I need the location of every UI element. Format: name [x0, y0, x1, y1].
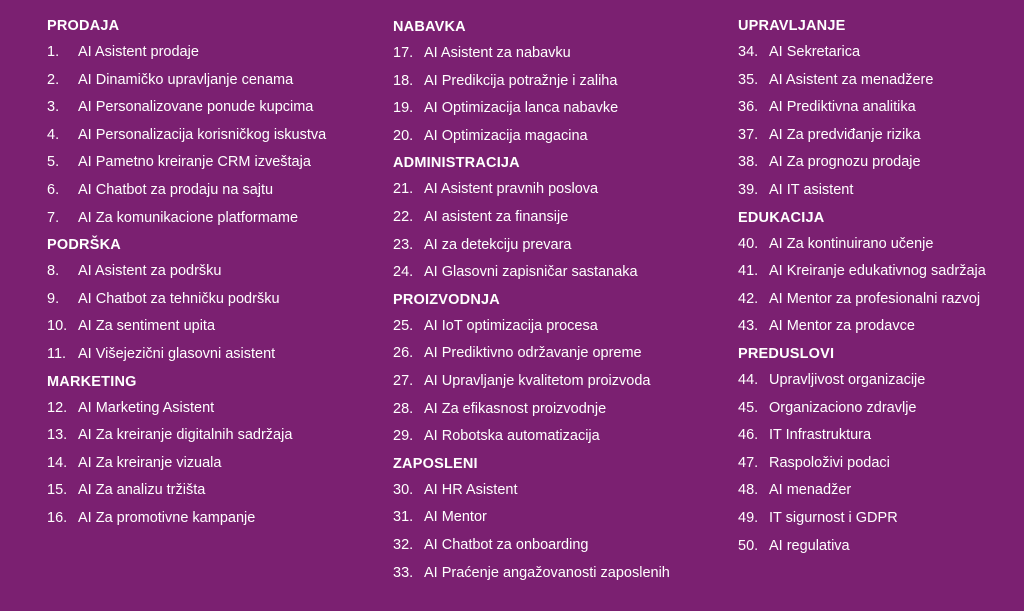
item-text: AI za detekciju prevara [424, 236, 572, 253]
list-item [738, 450, 1018, 478]
item-text: AI regulativa [769, 537, 850, 554]
item-text: AI Glasovni zapisničar sastanaka [424, 264, 638, 281]
list-item [393, 95, 723, 123]
item-number: 19. [393, 100, 414, 117]
item-number: 9. [47, 290, 60, 307]
item-number: 6. [47, 181, 60, 198]
list-item [393, 176, 723, 204]
item-number: 29. [393, 428, 414, 445]
item-number: 23. [393, 236, 414, 253]
list-item [738, 477, 1018, 505]
item-number: 14. [47, 454, 68, 471]
section-title: UPRAVLJANJE [738, 18, 846, 34]
item-text: AI menadžer [769, 482, 852, 499]
list-item [393, 123, 723, 151]
item-text: AI Mentor za prodavce [769, 318, 915, 335]
item-text: AI Praćenje angažovanosti zaposlenih [424, 564, 670, 581]
item-text: IT sigurnost i GDPR [769, 509, 898, 526]
item-text: AI Personalizovane ponude kupcima [78, 99, 314, 116]
item-number: 5. [47, 154, 60, 171]
item-number: 31. [393, 509, 414, 526]
item-number: 3. [47, 99, 60, 116]
item-number: 37. [738, 126, 759, 143]
item-number: 12. [47, 399, 68, 416]
item-text: AI Asistent za menadžere [769, 71, 934, 88]
item-text: IT Infrastruktura [769, 427, 872, 444]
column-1 [47, 14, 377, 533]
item-text: AI Upravljanje kvalitetom proizvoda [424, 372, 651, 389]
item-number: 36. [738, 99, 759, 116]
section-title: ADMINISTRACIJA [393, 155, 520, 172]
item-number: 35. [738, 71, 759, 88]
list-item [393, 532, 723, 560]
item-text: AI asistent za finansije [424, 208, 569, 225]
item-number: 32. [393, 536, 414, 553]
item-text: AI Za kreiranje digitalnih sadržaja [78, 427, 293, 444]
item-text: AI Višejezični glasovni asistent [78, 345, 276, 362]
list-item [738, 231, 1018, 259]
list-item [47, 67, 377, 95]
list-item [393, 313, 723, 341]
list-item [738, 533, 1018, 561]
section-administracija [393, 151, 723, 286]
item-text: AI Prediktivna analitika [769, 99, 916, 116]
section-podrška [47, 233, 377, 368]
item-number: 27. [393, 372, 414, 389]
item-text: AI Chatbot za prodaju na sajtu [78, 181, 274, 198]
list-item [738, 149, 1018, 177]
item-text: AI Asistent za podršku [78, 263, 222, 280]
section-preduslovi [738, 342, 1018, 560]
list-item [47, 286, 377, 314]
item-number: 42. [738, 290, 759, 307]
section-prodaja [47, 14, 377, 232]
item-text: AI Sekretarica [769, 44, 861, 60]
item-text: AI Za predviđanje rizika [769, 126, 921, 143]
item-text: AI Za prognozu prodaje [769, 154, 921, 171]
list-item [393, 68, 723, 96]
item-number: 33. [393, 564, 414, 581]
section-title: PROIZVODNJA [393, 291, 500, 308]
section-nabavka [393, 15, 723, 150]
item-number: 28. [393, 400, 414, 417]
list-item [393, 477, 723, 505]
list-item [738, 313, 1018, 341]
list-item [738, 67, 1018, 95]
item-number: 16. [47, 509, 68, 526]
item-number: 11. [47, 345, 67, 362]
item-text: AI Pametno kreiranje CRM izveštaja [78, 154, 311, 171]
item-text: Organizaciono zdravlje [769, 399, 917, 416]
item-text: AI Asistent pravnih poslova [424, 181, 599, 198]
list-item [47, 313, 377, 341]
list-item [393, 232, 723, 260]
item-number: 2. [47, 71, 60, 88]
list-item [738, 94, 1018, 122]
item-number: 7. [47, 209, 60, 226]
item-number: 21. [393, 181, 414, 198]
list-item [738, 258, 1018, 286]
item-number: 18. [393, 72, 414, 89]
item-number: 39. [738, 181, 759, 198]
item-number: 22. [393, 208, 414, 225]
section-edukacija [738, 206, 1018, 341]
list-item [47, 450, 377, 478]
list-item [393, 504, 723, 532]
item-text: AI Dinamičko upravljanje cenama [78, 71, 294, 88]
section-title: MARKETING [47, 373, 137, 390]
item-text: AI HR Asistent [424, 481, 518, 498]
section-title: PREDUSLOVI [738, 345, 835, 362]
list-item [393, 368, 723, 396]
list-item [393, 204, 723, 232]
item-number: 41. [738, 263, 759, 280]
column-2 [393, 15, 723, 587]
item-text: AI Za promotivne kampanje [78, 509, 256, 526]
item-number: 44. [738, 371, 759, 388]
list-item [393, 259, 723, 287]
section-zaposleni [393, 452, 723, 587]
section-title: EDUKACIJA [738, 209, 825, 226]
list-item [738, 177, 1018, 205]
item-text: AI Personalizacija korisničkog iskustva [78, 126, 327, 143]
item-text: AI Za sentiment upita [78, 318, 216, 335]
list-item [47, 39, 377, 67]
item-number: 40. [738, 235, 759, 252]
item-number: 34. [738, 44, 759, 60]
list-item [738, 395, 1018, 423]
item-number: 24. [393, 264, 414, 281]
item-text: AI Marketing Asistent [78, 399, 215, 416]
list-item [47, 395, 377, 423]
list-item [393, 40, 723, 68]
item-text: AI Za analizu tržišta [78, 482, 206, 499]
section-marketing [47, 370, 377, 533]
list-item [47, 205, 377, 233]
list-item [393, 423, 723, 451]
item-number: 17. [393, 45, 414, 61]
column-3 [738, 14, 1018, 560]
list-item [393, 396, 723, 424]
item-text: AI Za kreiranje vizuala [78, 454, 222, 471]
item-text: AI Kreiranje edukativnog sadržaja [769, 263, 986, 280]
list-item [47, 122, 377, 150]
list-item [738, 505, 1018, 533]
list-item [47, 477, 377, 505]
item-number: 13. [47, 427, 68, 444]
list-item [393, 560, 723, 588]
list-item [738, 122, 1018, 150]
list-item [47, 94, 377, 122]
item-number: 43. [738, 318, 759, 335]
item-number: 45. [738, 399, 759, 416]
item-text: AI Za efikasnost proizvodnje [424, 400, 607, 417]
item-text: AI Mentor [424, 509, 487, 526]
section-title: ZAPOSLENI [393, 455, 478, 472]
section-title: PRODAJA [47, 18, 120, 34]
list-item [47, 341, 377, 369]
item-text: Raspoloživi podaci [769, 454, 890, 471]
item-number: 48. [738, 482, 759, 499]
item-text: AI Asistent prodaje [78, 44, 199, 60]
list-item [738, 367, 1018, 395]
item-text: AI Prediktivno održavanje opreme [424, 345, 642, 362]
item-text: AI Robotska automatizacija [424, 428, 600, 445]
item-text: AI Optimizacija lanca nabavke [424, 100, 619, 117]
item-text: AI Mentor za profesionalni razvoj [769, 290, 981, 307]
item-number: 10. [47, 318, 68, 335]
list-item [47, 505, 377, 533]
item-number: 50. [738, 537, 759, 554]
item-number: 46. [738, 427, 759, 444]
item-number: 4. [47, 126, 60, 143]
list-item [47, 149, 377, 177]
item-number: 20. [393, 127, 414, 144]
item-number: 38. [738, 154, 759, 171]
item-number: 49. [738, 509, 759, 526]
item-text: AI Predikcija potražnje i zaliha [424, 72, 618, 89]
list-item [738, 39, 1018, 67]
list-item [47, 177, 377, 205]
section-upravljanje [738, 14, 1018, 205]
list-item [738, 286, 1018, 314]
item-number: 47. [738, 454, 759, 471]
item-text: AI Optimizacija magacina [424, 127, 588, 144]
item-number: 30. [393, 481, 414, 498]
item-number: 1. [47, 44, 60, 60]
item-text: AI IoT optimizacija procesa [424, 317, 598, 334]
item-text: AI Za kontinuirano učenje [769, 235, 934, 252]
item-number: 26. [393, 345, 414, 362]
item-text: AI Za komunikacione platformame [78, 209, 299, 226]
item-number: 15. [47, 482, 68, 499]
list-item [738, 422, 1018, 450]
item-number: 8. [47, 263, 60, 280]
list-item [393, 340, 723, 368]
section-title: NABAVKA [393, 19, 466, 35]
item-text: AI IT asistent [769, 181, 854, 198]
item-text: AI Chatbot za onboarding [424, 536, 589, 553]
item-text: Upravljivost organizacije [769, 371, 926, 388]
section-title: PODRŠKA [47, 237, 121, 254]
list-item [47, 258, 377, 286]
item-text: AI Asistent za nabavku [424, 45, 571, 61]
item-text: AI Chatbot za tehničku podršku [78, 290, 280, 307]
list-item [47, 422, 377, 450]
item-number: 25. [393, 317, 414, 334]
section-proizvodnja [393, 288, 723, 451]
